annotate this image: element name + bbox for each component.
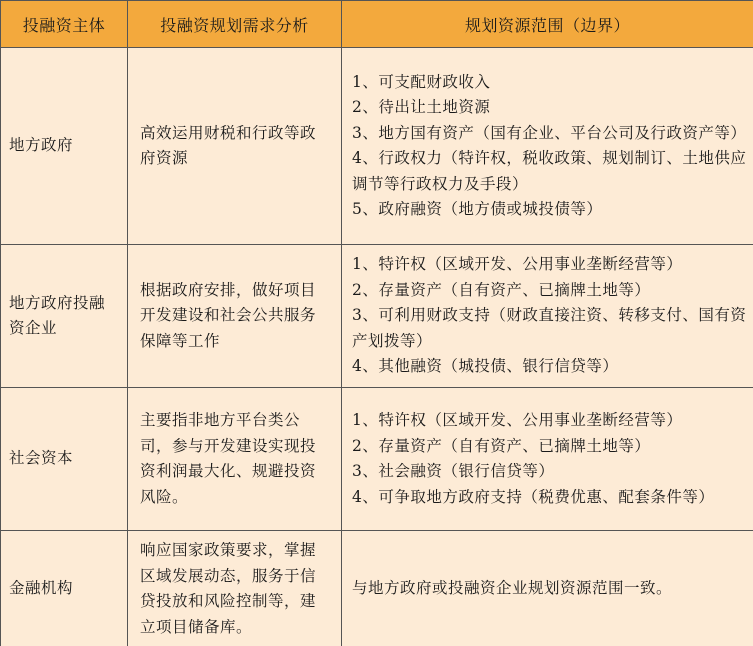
scope-item: 与地方政府或投融资企业规划资源范围一致。 xyxy=(352,579,673,598)
scope-item: 4、可争取地方政府支持（税费优惠、配套条件等） xyxy=(352,487,715,506)
analysis-cell: 根据政府安排，做好项目开发建设和社会公共服务保障等工作 xyxy=(128,245,342,388)
scope-item: 3、可利用财政支持（财政直接注资、转移支付、国有资产划拨等） xyxy=(352,306,747,350)
scope-cell xyxy=(342,245,753,388)
scope-item: 2、存量资产（自有资产、已摘牌土地等） xyxy=(352,280,651,299)
scope-item: 1、特许权（区域开发、公用事业垄断经营等） xyxy=(352,411,683,429)
analysis-cell: 响应国家政策要求，掌握区域发展动态，服务于信贷投放和风险控制等，建立项目储备库。 xyxy=(128,531,342,646)
scope-item: 4、行政权力（特许权，税收政策、规划制订、土地供应调节等行政权力及手段） xyxy=(352,149,747,193)
scope-item: 1、可支配财政收入 xyxy=(352,72,491,91)
scope-item: 5、政府融资（地方债或城投债等） xyxy=(352,200,603,218)
header-analysis: 投融资规划需求分析 xyxy=(128,1,342,48)
scope-item: 4、其他融资（城投债、银行信贷等） xyxy=(352,357,619,376)
table-header-row xyxy=(1,1,753,48)
header-scope: 规划资源范围（边界） xyxy=(342,1,753,48)
subject-cell: 地方政府投融资企业 xyxy=(1,245,128,388)
scope-cell xyxy=(342,48,753,245)
scope-item: 2、存量资产（自有资产、已摘牌土地等） xyxy=(352,436,651,455)
subject-cell: 地方政府 xyxy=(1,48,128,245)
table-row xyxy=(1,245,753,388)
header-subject: 投融资主体 xyxy=(1,1,128,48)
scope-cell xyxy=(342,388,753,531)
table-row xyxy=(1,48,753,245)
subject-cell: 社会资本 xyxy=(1,388,128,531)
scope-item: 1、特许权（区域开发、公用事业垄断经营等） xyxy=(352,255,683,274)
scope-item: 2、待出让土地资源 xyxy=(352,98,491,116)
table-row xyxy=(1,531,753,646)
scope-item: 3、社会融资（银行信贷等） xyxy=(352,462,555,480)
analysis-cell: 主要指非地方平台类公司，参与开发建设实现投资利润最大化、规避投资风险。 xyxy=(128,388,342,531)
subject-cell: 金融机构 xyxy=(1,531,128,646)
scope-item: 3、地方国有资产（国有企业、平台公司及行政资产等） xyxy=(352,123,747,142)
table-row xyxy=(1,388,753,531)
scope-cell xyxy=(342,531,753,646)
analysis-cell: 高效运用财税和行政等政府资源 xyxy=(128,48,342,245)
